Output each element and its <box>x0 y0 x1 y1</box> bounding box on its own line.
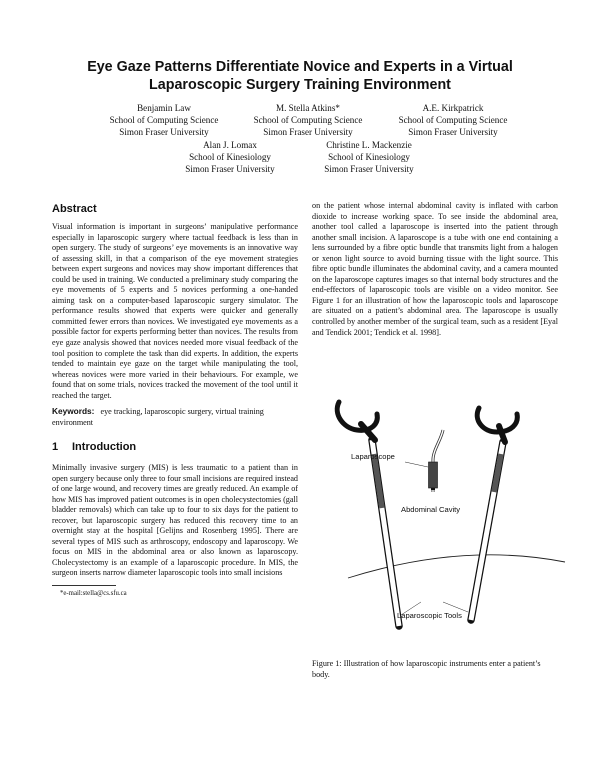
abdominal-wall-curve <box>348 555 565 578</box>
author-dept: School of Kinesiology <box>328 152 410 163</box>
author-block <box>368 102 538 139</box>
right-laparoscopic-tool <box>471 408 517 620</box>
author-university: Simon Fraser University <box>263 127 353 138</box>
label-laparoscopic-tools: Laparoscopic Tools <box>397 611 462 620</box>
author-block <box>284 139 454 176</box>
keywords <box>52 406 298 428</box>
left-laparoscopic-tool <box>337 402 399 626</box>
figure-caption: Figure 1: Illustration of how laparoscopic instruments enter a patient’s body. <box>312 659 541 679</box>
right-column-text: on the patient whose internal abdominal cavity is inflated with carbon dioxide to increase working space. To see inside the abdominal area, another tool called a laparoscope is inserted into the patient through another small incision. A laparoscope is a tube with one end containing a lens surrounded by a fibre optic bundle that transmits light from a halogen or xenon light source to avoid burning tissue with the light source. This fibre optic bundle illuminates the abdominal cavity, and a camera mounted on the laparoscope captures images so that internal body structures and the end-effectors of laparoscopic tools are visible on a video monitor. See Figure 1 for an illustration of how the laparoscopic tools and laparoscope are situated on a patient’s abdominal area. The laparoscope is usually controlled by another member of the surgical team, such as a resident [Eyal and Tendick 2001; Tendick et al. 1998]. <box>312 201 558 337</box>
author-university: Simon Fraser University <box>324 164 414 175</box>
title-line-1: Eye Gaze Patterns Differentiate Novice and Experts in a Virtual <box>87 59 513 75</box>
keywords-text: eye tracking, laparoscopic surgery, virtual training environment <box>52 407 264 427</box>
laparoscope <box>429 430 444 492</box>
author-name: Christine L. Mackenzie <box>326 140 412 150</box>
author-dept: School of Computing Science <box>253 115 363 126</box>
footnote-rule <box>52 585 116 586</box>
section-number: 1 <box>52 441 59 453</box>
paper-title <box>40 58 560 94</box>
author-dept: School of Computing Science <box>109 115 219 126</box>
abstract-heading: Abstract <box>52 203 97 215</box>
author-university: Simon Fraser University <box>408 127 498 138</box>
section-title: Introduction <box>72 441 137 453</box>
section-heading <box>52 441 136 453</box>
author-dept: School of Kinesiology <box>189 152 271 163</box>
author-name: Alan J. Lomax <box>203 140 257 150</box>
author-dept: School of Computing Science <box>398 115 508 126</box>
abstract-text: Visual information is important in surgeons’ manipulative performance especially in laparoscopic surgery where tactual feedback is less than in open surgery. The study of surgeons’ eye movements is an innovative way of assessing skill, in that a comparison of the eye movement strategies between expert surgeons and novices may show important differences that could be used in training. We conducted a preliminary study comparing the eye movements of 5 experts and 5 novices performing a one-handed aiming task on a computer-based laparoscopic surgery simulator. The performance results showed that experts were quicker and generally committed fewer errors than novices. We investigated eye movements as a possible factor for experts performing better than novices. The results from eye gaze analysis showed that novices needed more visual feedback of the tool position to complete the task than did experts. In addition, the experts tended to maintain eye gaze on the target while manipulating the tool, whereas novices were more varied in their behaviours. For example, we found that on some trials, novices tracked the movement of the tool until it reached the target. <box>52 222 298 400</box>
laparoscopy-figure <box>303 452 563 655</box>
footnote: *e-mail:stella@cs.sfu.ca <box>60 590 127 597</box>
label-abdominal-cavity: Abdominal Cavity <box>401 505 461 514</box>
keywords-label: Keywords: <box>52 406 95 416</box>
author-name: Benjamin Law <box>137 103 191 113</box>
introduction-text: Minimally invasive surgery (MIS) is less traumatic to a patient than in open surgery because only three to four small incisions are required instead of one large wound, and recovery times are greatly reduced. An example of how MIS has improved patient outcomes is in open cholecystectomies (gall bladder removals) which can take up to four to six days for the patient to recover, but laparoscopic surgery has reduced this recovery time to an overnight stay at the hospital [Gelijns and Rosenberg 1995]. There are several types of MIS such as arthroscopy, endoscopy and laparoscopy. We focus on MIS in the abdominal area or also known as laparoscopy. Cholecystectomy is an example of a laparoscopic procedure. In MIS, the surgeon inserts narrow diameter laparoscopic tools into small incisions <box>52 463 298 578</box>
author-university: Simon Fraser University <box>119 127 209 138</box>
author-university: Simon Fraser University <box>185 164 275 175</box>
author-name: A.E. Kirkpatrick <box>422 103 484 113</box>
label-laparoscope: Laparoscope <box>351 452 395 461</box>
title-line-2: Laparoscopic Surgery Training Environment <box>149 77 451 93</box>
author-name: M. Stella Atkins* <box>276 103 340 113</box>
